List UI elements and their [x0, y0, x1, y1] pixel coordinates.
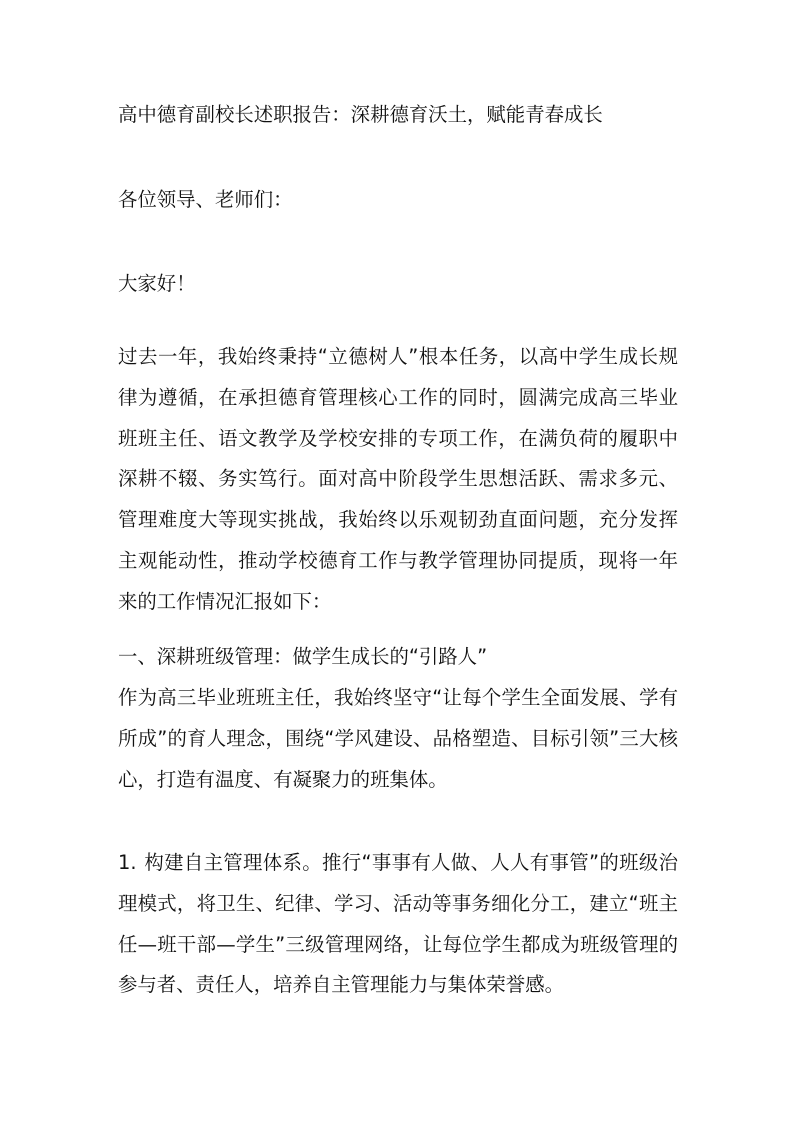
list-item — [118, 843, 678, 1006]
section-1-body: 作为高三毕业班班主任，我始终坚守“让每个学生全面发展、学有所成”的育人理念，围绕“学风建设、品格塑造、目标引领”三大核心，打造有温度、有凝聚力的班集体。 — [118, 686, 678, 791]
salutation: 各位领导、老师们： — [118, 188, 293, 211]
list-item-number: 1. — [118, 851, 137, 874]
section-1-heading: 一、深耕班级管理：做学生成长的“引路人” — [118, 645, 488, 668]
list-item-text: 构建自主管理体系。推行“事事有人做、人人有事管”的班级治理模式，将卫生、纪律、学习、活动等事务细化分工，建立“班主任—班干部—学生”三级管理网络，让每位学生都成为班级管理的参与者、责任人，培养自主管理能力与集体荣誉感。 — [118, 851, 678, 997]
intro-paragraph: 过去一年，我始终秉持“立德树人”根本任务，以高中学生成长规律为遵循，在承担德育管理核心工作的同时，圆满完成高三毕业班班主任、语文教学及学校安排的专项工作，在满负荷的履职中深耕不辍、务实笃行。面对高中阶段学生思想活跃、需求多元、管理难度大等现实挑战，我始终以乐观韧劲直面问题，充分发挥主观能动性，推动学校德育工作与教学管理协同提质，现将一年来的工作情况汇报如下： — [118, 345, 678, 613]
document-title: 高中德育副校长述职报告：深耕德育沃土，赋能青春成长 — [118, 103, 603, 126]
greeting: 大家好！ — [118, 272, 196, 295]
